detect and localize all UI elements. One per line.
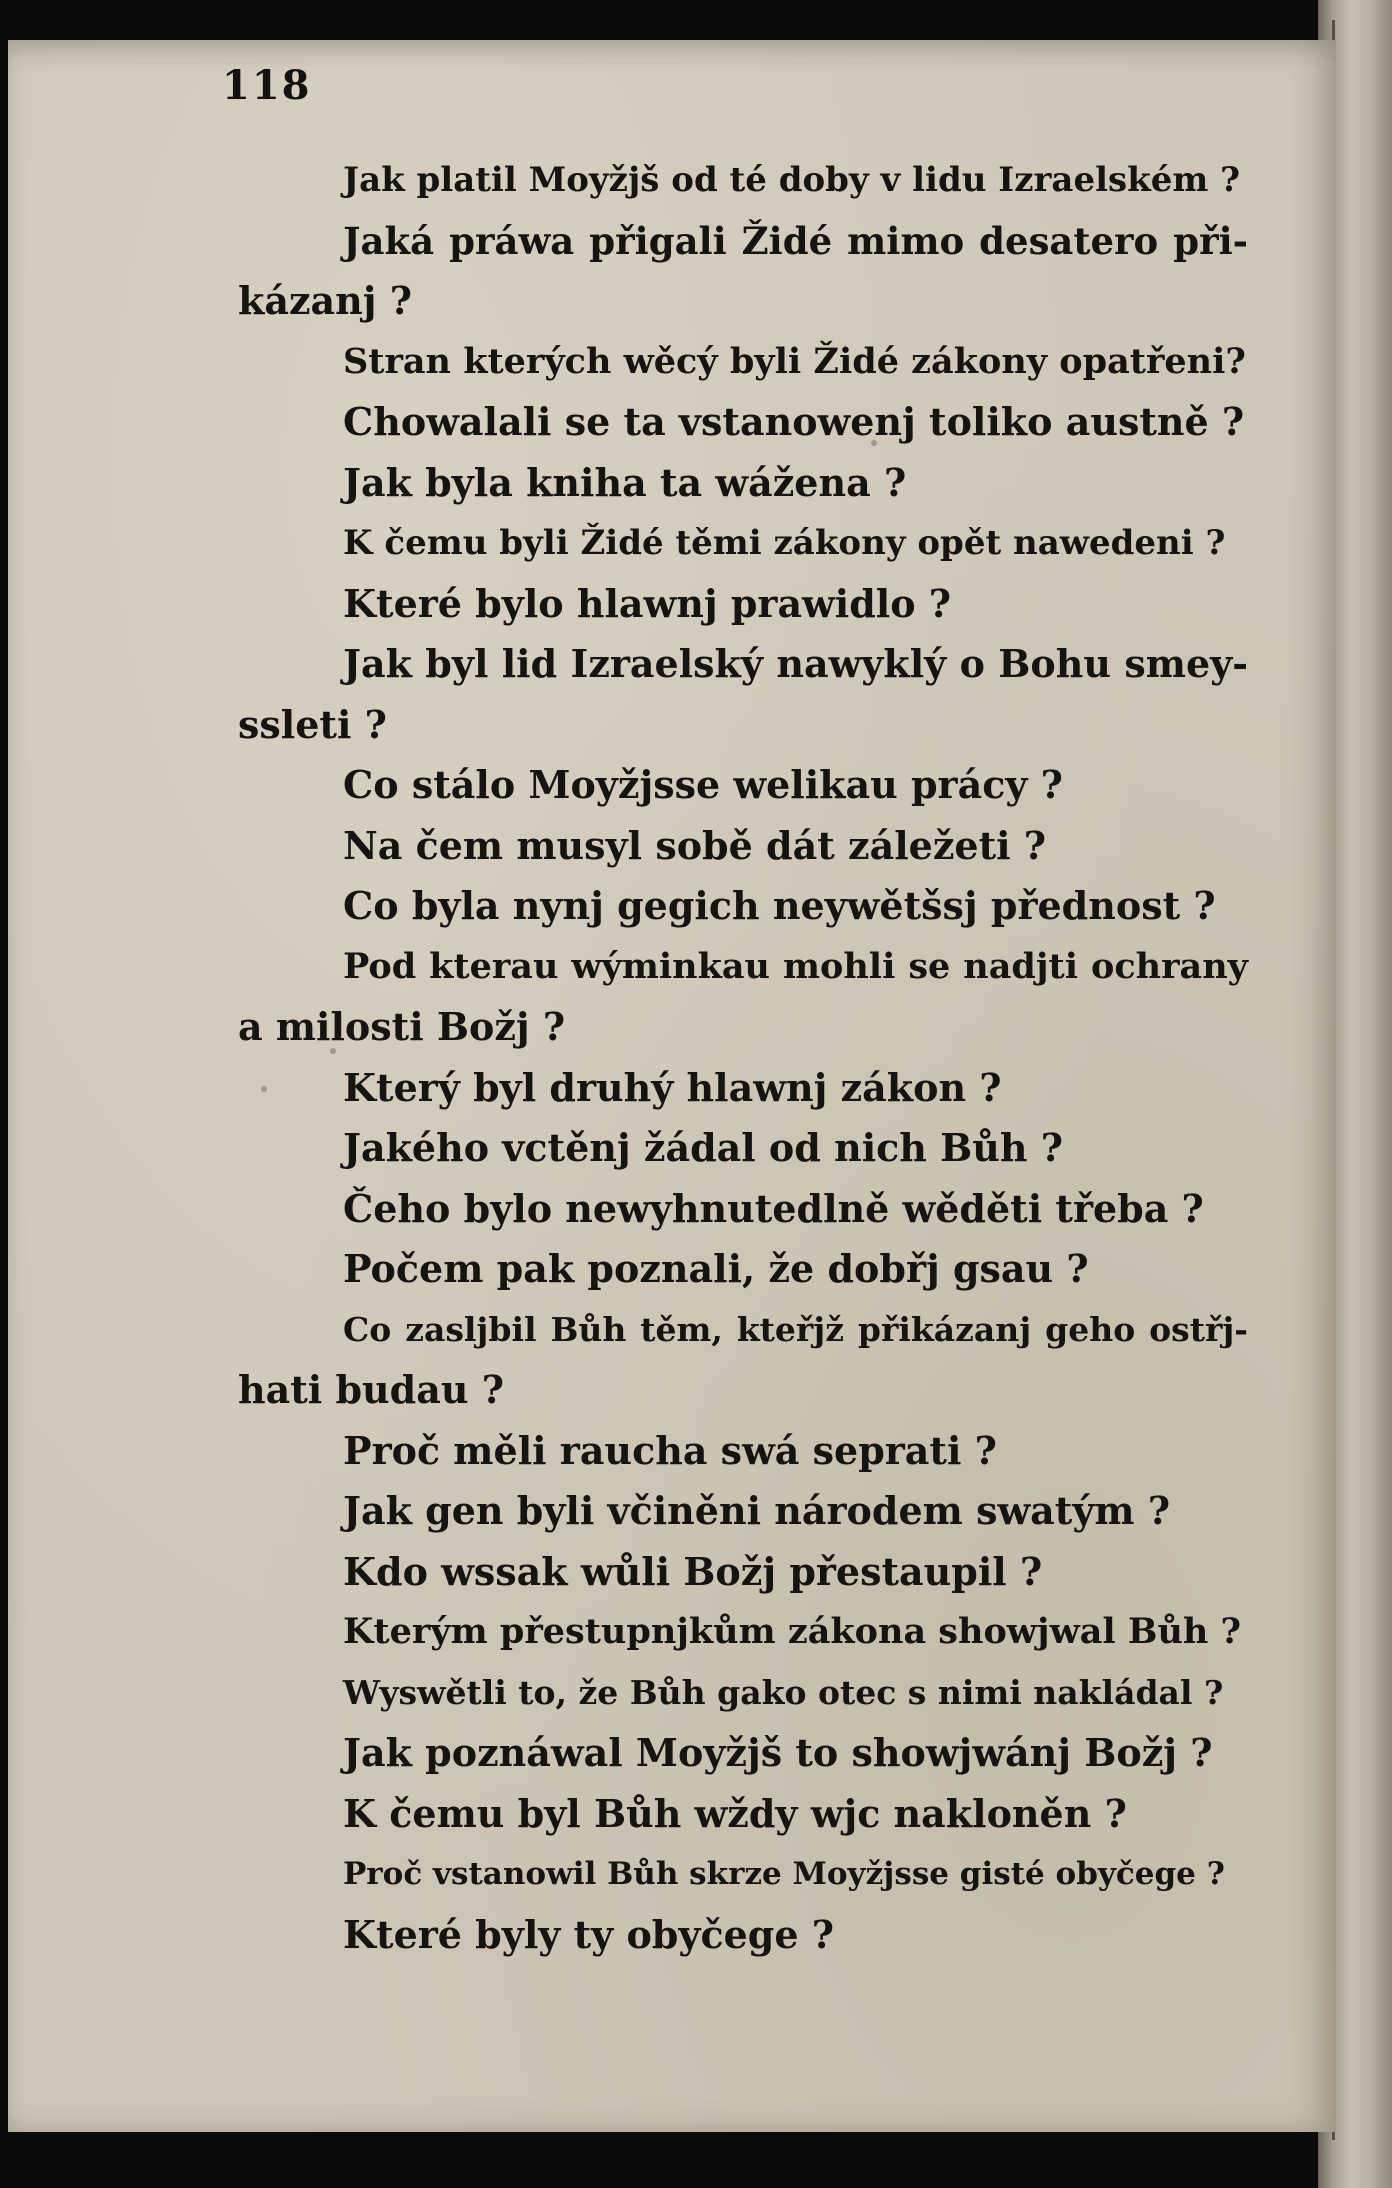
text-line: Proč vstanowil Bůh skrze Moyžjsse gisté obyčege ?: [343, 1856, 1225, 1892]
text-line: Pod kterau wýminkau mohli se nadjti ochrany: [343, 945, 1248, 987]
text-line: kázanj ?: [238, 278, 413, 323]
text-line: Počem pak poznali, že dobřj gsau ?: [343, 1246, 1089, 1291]
text-line: Jak byl lid Izraelský nawyklý o Bohu smey-: [343, 641, 1248, 686]
text-line: Které byly ty obyčege ?: [343, 1911, 834, 1957]
text-line: Co byla nynj gegich neywětšsj přednost ?: [343, 883, 1216, 928]
text-line: Kdo wssak wůli Božj přestaupil ?: [343, 1548, 1043, 1594]
question-list: [238, 150, 1248, 1965]
text-line: Co stálo Moyžjsse welikau prácy ?: [343, 762, 1063, 807]
text-line: Čeho bylo newyhnutedlně wěděti třeba ?: [343, 1185, 1204, 1231]
text-line: hati budau ?: [238, 1367, 504, 1412]
text-line: Na čem musyl sobě dát záležeti ?: [343, 822, 1047, 868]
text-line: Proč měli raucha swá seprati ?: [343, 1427, 997, 1473]
text-line: Co zaslјbil Bůh těm, kteřjž přikázanj geho ostřj-: [343, 1309, 1248, 1349]
text-line: Které bylo hlawnj prawidlo ?: [343, 580, 952, 626]
text-line: Jak platil Moyžjš od té doby v lidu Izraelském ?: [343, 160, 1241, 200]
text-line: Který byl druhý hlawnj zákon ?: [343, 1064, 1002, 1110]
text-line: Stran kterých wěcý byli Židé zákony opatřeni?: [343, 340, 1246, 382]
text-line: Jak byla kniha ta wážena ?: [343, 459, 907, 505]
text-line: Chowalali se ta vstanowenj toliko austně ?: [343, 399, 1245, 444]
text-line: K čemu byli Židé těmi zákony opět nawedeni ?: [343, 523, 1226, 563]
text-line: Kterým přestupnjkům zákona showjwal Bůh ?: [343, 1611, 1242, 1652]
text-line: ssleti ?: [238, 701, 387, 747]
text-line: a milosti Božj ?: [238, 1004, 566, 1049]
text-line: K čemu byl Bůh wždy wjc nakloněn ?: [343, 1790, 1127, 1836]
text-line: Wyswětli to, že Bůh gako otec s nimi nakládal ?: [343, 1672, 1224, 1712]
text-line: Jak gen byli včiněni národem swatým ?: [343, 1488, 1171, 1533]
text-line: Jaká práwa přigali Židé mimo desatero při-: [343, 218, 1248, 263]
page-number: 118: [222, 62, 312, 109]
text-line: Jakého vctěnj žádal od nich Bůh ?: [343, 1125, 1063, 1170]
text-line: Jak poznáwal Moyžjš to showjwánj Božj ?: [343, 1730, 1213, 1775]
